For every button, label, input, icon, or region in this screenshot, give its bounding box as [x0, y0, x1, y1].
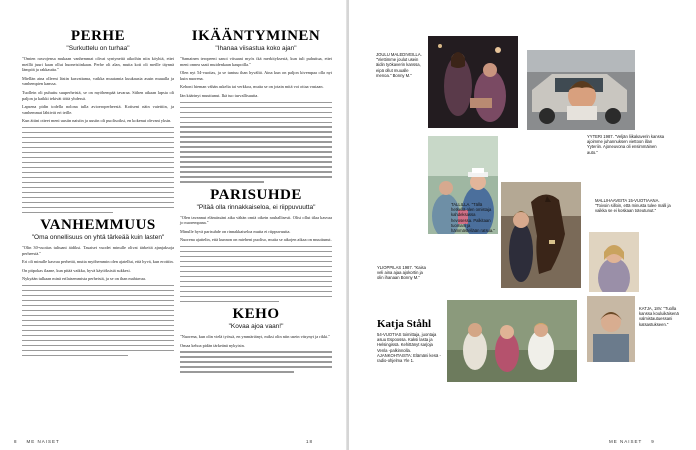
- magazine-name-right: ME NAISET: [609, 439, 643, 444]
- page-number-left: 8: [14, 439, 18, 444]
- photo-car-1987: [527, 50, 635, 130]
- photo-model-dream: [589, 232, 639, 292]
- profile-box: [377, 318, 443, 363]
- footer-right: [609, 439, 655, 444]
- photo-horse-art: [501, 182, 581, 288]
- right-column: [180, 28, 332, 376]
- profile-name: Katja Ståhl: [377, 318, 432, 330]
- right-page: [349, 0, 696, 450]
- heading-keho: KEHO: [232, 306, 280, 323]
- caption-yyteri: YYTERI 1987. "Veljän liikakaverin kanssa ajoimme juhannuksen viettoon illan Yyteriin. Ajoneuvona oli ensimmäinen auto.": [587, 134, 665, 155]
- left-column: [22, 28, 174, 360]
- caption-katja-18: KATJA, 18V. "Tuolla kanssa kouluikäisenä valmistautuessani katsastukseen.": [639, 306, 679, 327]
- footer-left: [14, 439, 60, 444]
- photo-group: [447, 300, 577, 382]
- body-text-lines: [180, 246, 332, 302]
- photo-katja-18: [587, 296, 635, 362]
- paragraph: "Olin 30-vuotias tultuani äidiksi. Tasaiset vuodet minulle olivat tärkeitä ajanjaksoja perheestä.": [22, 245, 174, 256]
- heading-vanhemmuus: VANHEMMUUS: [40, 217, 156, 234]
- magazine-name-left: ME NAISET: [26, 439, 60, 444]
- subheading-vanhemmuus: "Oma onnellisuus on yhtä tärkeää kuin lasten": [31, 234, 165, 242]
- subheading-ikaantyminen: "Ihanaa viisastua koko ajan": [215, 45, 297, 52]
- heading-parisuhde: PARISUHDE: [210, 186, 302, 203]
- photo-model-dream-art: [589, 232, 639, 292]
- body-text-lines: [22, 285, 174, 356]
- paragraph: "Samainen teropeeni sanoi vitsaani myös ikä merkityksestä, kun tuli puhuttua, ettei meni onnea saati muidenkaan kaupoilla.": [180, 56, 332, 67]
- photo-christmas-party: [428, 36, 518, 128]
- heading-perhe: PERHE: [70, 28, 126, 44]
- paragraph: Nuorena ajattelin, että kunnon on mieheni puoliso, mutta se aikojen aikaa on muuttunut.: [180, 237, 332, 243]
- paragraph: On pitpokas ilaane, kun pitää vaikka, hyvä käytöksistä sukkesi.: [22, 267, 131, 273]
- photo-horse: [501, 182, 581, 288]
- paragraph: Nykyään tulkaan minä erilaisemmista perheistä, ja se on ihan mahtavaa.: [22, 276, 146, 282]
- paragraph: "Olen tavannut elämässäni aika vähän omiä oikein rauhallisesti. Olisi ollut tilaa kasvaa jo nuorempana.": [180, 214, 332, 226]
- photo-katja-18-art: [587, 296, 635, 362]
- body-text-lines: [180, 351, 332, 372]
- paragraph: Olen nyt 54-vuotias, ja se tuntuu ihan hyvältä. Aina kun on paljon kivempaa olla nyt kuin nuorena.: [180, 70, 332, 81]
- caption-ylioppilas: YLIOPPILAS 1987. "Kaisa veli aina ajaa ajokortin ja olin ihanaan Bonny M.": [377, 265, 426, 281]
- paragraph: Miellän aina olleeni lästin kasvattama, vaikka muutamia kuukausia asuin muualla ja vanhempien kanssa.: [22, 75, 174, 87]
- paragraph: Lapsena pidin todella nolona tulla avioeroperheestä. Kotiseni näin vaiettiin, ja vanhemmat lähtivät eri teille.: [22, 104, 174, 115]
- caption-joulu: JOULU MALEDIVEILLA. "Viettimme joulut usein äidin työkaverin kanssa, eipä ollut muualle menoa." Bonny M.": [376, 52, 422, 78]
- body-text-lines: [22, 127, 174, 213]
- paragraph: Omaa kehoa pidän tärkeänä nykyisin.: [180, 342, 245, 348]
- heading-ikaantyminen: IKÄÄNTYMINEN: [191, 28, 321, 44]
- paragraph: Tuollein oli puhuttu suuperheistä, se on myöhempää tavaraa. Siihen aikaan lapsia oli paljon ja kaikki tekivät töitä yhdessä.: [22, 89, 174, 101]
- paragraph: Kehoni hieman vähän askelta tai verkkoa, mutta se on jotain mitä voi ottaa vastaan.: [180, 84, 324, 90]
- caption-mallihaaveita: MALLIHAAVEITA 15-VUOTIAANA. "Toivoin silloin, että minusta tulee malli ja vaikka se ei koskaan toteutunut.": [595, 198, 671, 214]
- body-text-lines: [180, 102, 332, 183]
- page-number-right: 9: [651, 439, 655, 444]
- left-page: [0, 0, 347, 450]
- photo-group-art: [447, 300, 577, 382]
- caption-tallilla: TALLILLA. "Tällä hetkellä olen omistaja kahdeksassa hevosessa. Palkitaan tuomani ja hämmästellään ratsua.": [451, 202, 495, 234]
- paragraph: Iän käärinyt muuttunut. Ikä tuo turvallisuutta.: [180, 92, 259, 98]
- paragraph: Kun äitini otteet meni uusiin naisiin ja uusiin oli puolisoiksi, en kokenut olevani yksin.: [22, 118, 172, 124]
- subheading-parisuhde: "Pitää olla rinnakkaiseloa, ei riippuvuutta": [196, 203, 316, 211]
- photo-christmas-party-art: [428, 36, 518, 128]
- photo-car-1987-art: [527, 50, 635, 130]
- profile-text: 54-VUOTIAS toimittaja, juontaja asuu Espoossa. Kaksi lasta ja Helsingissä. Kehittänyt sarjoja Venla -palkinnolla. AJANKOHTAISTA: Elämäni kesä -radio-ohjelma Yle 1.: [377, 332, 441, 364]
- paragraph: "Nuorena, kun olin vielä työssä, en ymmärtänyt, miksi olin niin usein väsynyt ja rikki.": [180, 334, 331, 340]
- paragraph: Eri oli minulle kasvaa perhettä, mutta myöhemmin olen ajatellut, että hyvä, kun erottiin.: [22, 259, 174, 265]
- paragraph: Minulle hyvä parisuhde on rinnakkaiseloa mutta ei riippuvuutta.: [180, 228, 291, 234]
- subheading-perhe: "Surkuttelu on turhaa": [66, 45, 130, 52]
- paragraph: "Omien rasvojensa mukaan vanhemmat olivat syntyneitä aikoihin niin köyhiä, ettei meillä juuri kaan ollut huoneisiinkaan. Perhe oli alan, mutta koti oli meille täynnä lämpöä ja rakkautta.": [22, 56, 174, 73]
- center-page-number: 18: [306, 439, 314, 444]
- subheading-keho: "Kovaa ajoa vaan!": [228, 323, 284, 331]
